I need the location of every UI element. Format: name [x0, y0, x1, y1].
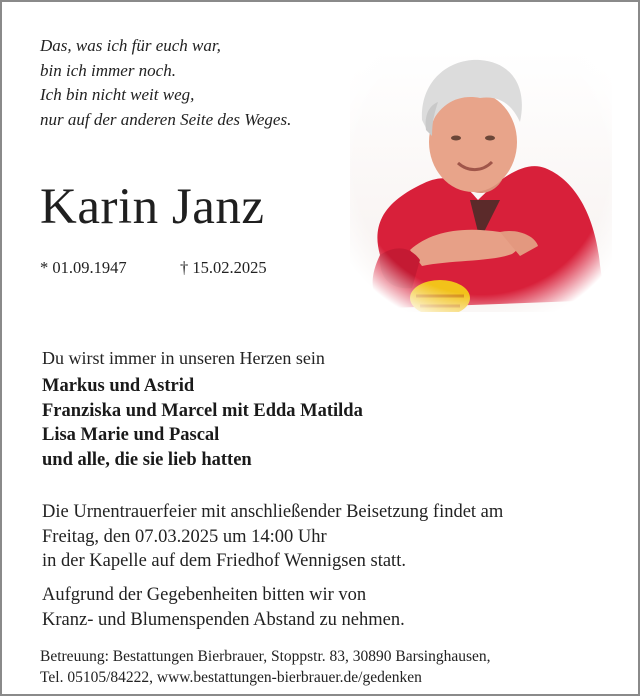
service-line: Die Urnentrauerfeier mit anschließender Beisetzung findet am: [42, 502, 504, 522]
mourner-entry: Lisa Marie und Pascal: [42, 425, 220, 445]
death-date: † 15.02.2025: [180, 258, 267, 277]
poem-line: Das, was ich für euch war,: [40, 36, 221, 55]
undertaker-info: [40, 646, 491, 688]
mourner-entry: Franziska und Marcel mit Edda Matilda: [42, 400, 363, 421]
poem-line: bin ich immer noch.: [40, 60, 176, 80]
service-line: Freitag, den 07.03.2025 um 14:00 Uhr: [42, 526, 327, 547]
poem: [40, 34, 291, 132]
birth-date: * 01.09.1947: [40, 258, 127, 277]
undertaker-contact: Tel. 05105/84222, www.bestattungen-bierbrauer.de/gedenken: [40, 669, 422, 686]
poem-line: nur auf der anderen Seite des Weges.: [40, 109, 292, 129]
mourners-list: [42, 374, 363, 472]
funeral-service-info: [42, 500, 503, 574]
flower-line: Aufgrund der Gegebenheiten bitten wir von: [42, 585, 367, 605]
deceased-name: Karin Janz: [40, 179, 265, 235]
life-dates: [40, 258, 267, 278]
farewell-line: Du wirst immer in unseren Herzen sein: [42, 348, 325, 368]
portrait-photo: [350, 50, 612, 312]
mourner-entry: und alle, die sie lieb hatten: [42, 449, 252, 470]
flower-line: Kranz- und Blumenspenden Abstand zu nehmen.: [42, 609, 405, 630]
undertaker-address: Betreuung: Bestattungen Bierbrauer, Stoppstr. 83, 30890 Barsinghausen,: [40, 648, 491, 665]
mourner-entry: Markus und Astrid: [42, 376, 195, 396]
poem-line: Ich bin nicht weit weg,: [40, 85, 195, 104]
service-line: in der Kapelle auf dem Friedhof Wennigsen statt.: [42, 551, 406, 571]
flower-request: [42, 583, 405, 632]
